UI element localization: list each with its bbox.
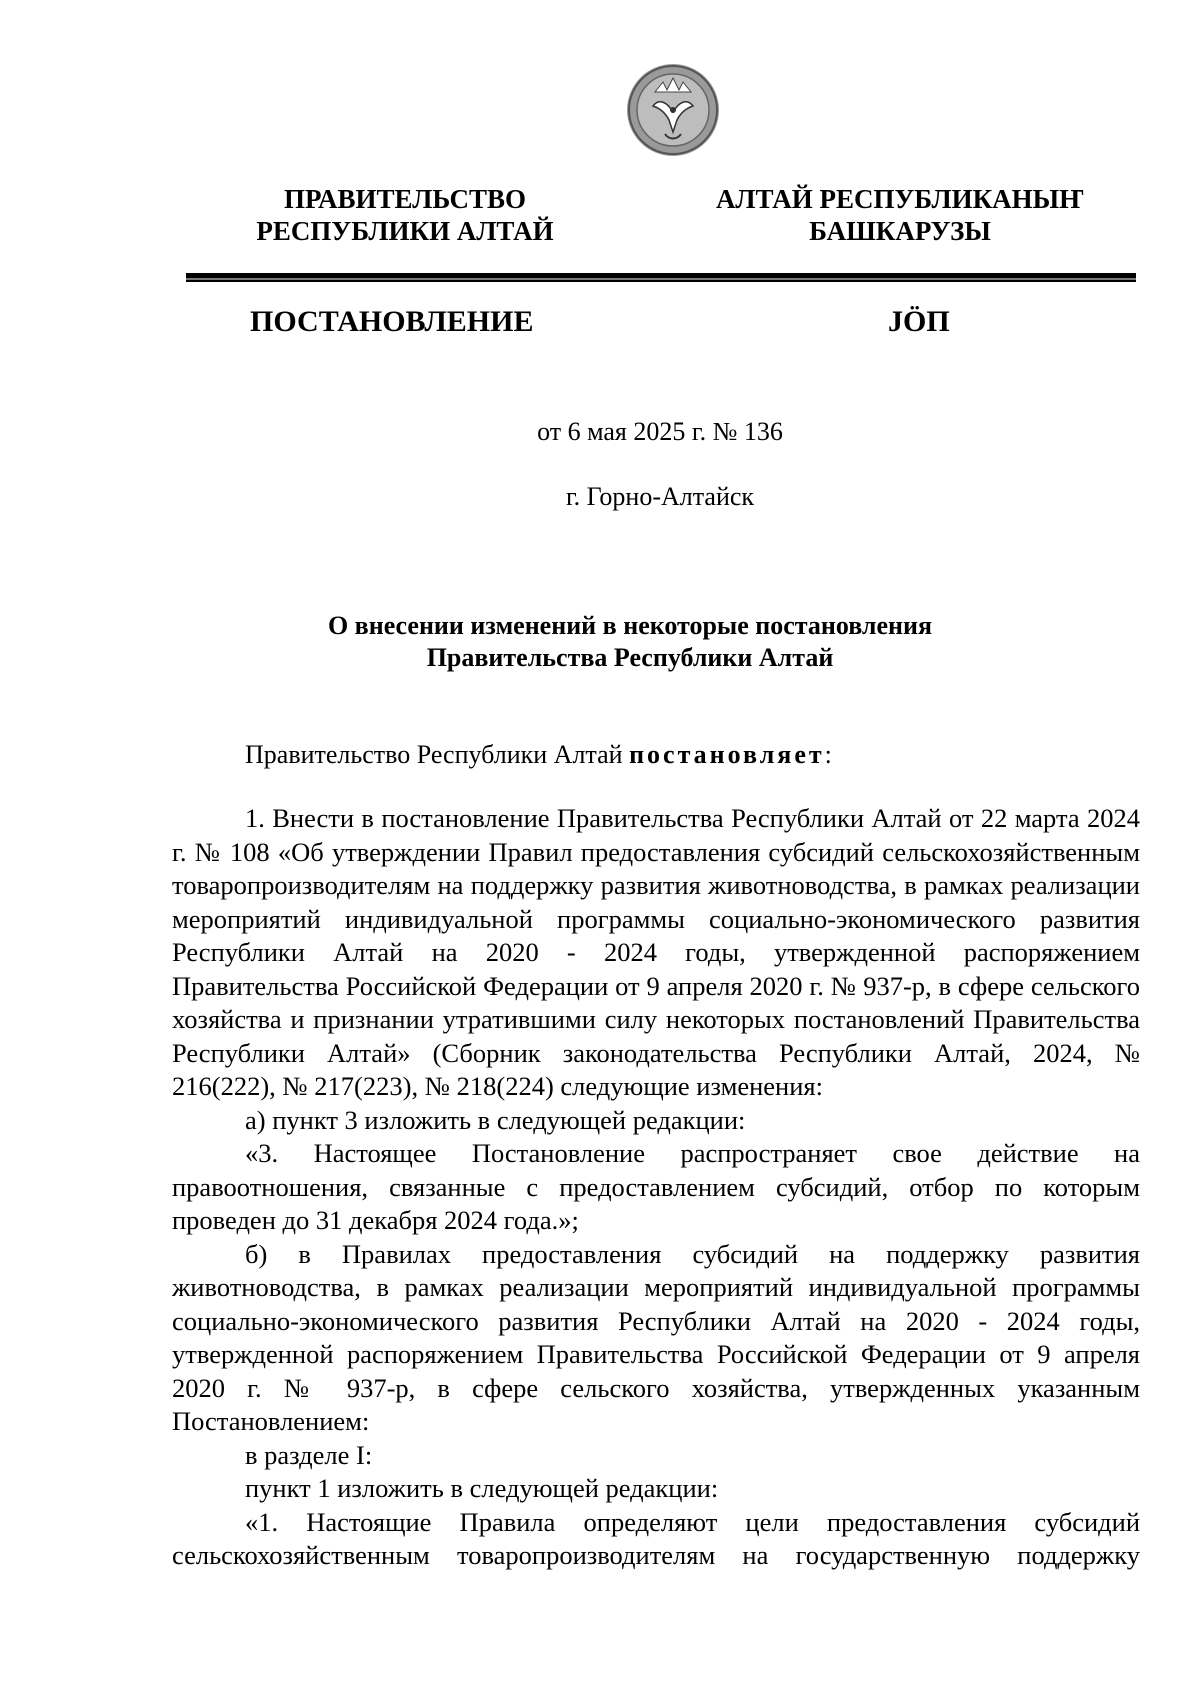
title-line: Правительства Республики Алтай <box>426 643 834 672</box>
issuer-line: АЛТАЙ РЕСПУБЛИКАНЫҤ <box>715 184 1085 214</box>
coat-of-arms-emblem <box>625 62 721 158</box>
preamble-verb: постановляет <box>629 740 825 769</box>
issuer-line: БАШКАРУЗЫ <box>809 216 991 246</box>
document-city: г. Горно-Алтайск <box>565 482 755 511</box>
document-body <box>172 802 1140 1573</box>
document-date-number: от 6 мая 2025 г. № 136 <box>537 417 783 446</box>
paragraph: «1. Настоящие Правила определяют цели предоставления субсидий сельскохозяйственным товаропроизводителям на государственную поддержку <box>172 1506 1140 1570</box>
paragraph: а) пункт 3 изложить в следующей редакции: <box>245 1104 746 1135</box>
preamble-colon: : <box>824 740 832 769</box>
paragraph: 1. Внести в постановление Правительства Республики Алтай от 22 марта 2024 г. № 108 «Об утверждении Правил предоставления субсидий сельскохозяйственным товаропроизводителям на поддержку развития животноводства, в рамках реализации мероприятий индивидуальной программы социально-экономического развития Республики Алтай на 2020 - 2024 годы, утвержденной распоряжением Правительства Российской Федерации от 9 апреля 2020 г. № 937-р, в сфере сельского хозяйства и признании утратившими силу некоторых постановлений Правительства Республики Алтай» (Сборник законодательства Республики Алтай, 2024, № 216(222), № 217(223), № 218(224) следующие изменения: <box>172 803 1140 1101</box>
issuer-name-russian <box>205 183 605 247</box>
title-line: О внесении изменений в некоторые постановления <box>327 611 933 640</box>
document-type-altai: JӦП <box>888 305 950 338</box>
paragraph: пункт 1 изложить в следующей редакции: <box>245 1473 719 1503</box>
preamble-text: Правительство Республики Алтай <box>245 740 630 769</box>
paragraph: в разделе I: <box>245 1439 373 1470</box>
document-type-russian: ПОСТАНОВЛЕНИЕ <box>250 305 534 338</box>
document-title <box>0 610 1200 674</box>
issuer-name-altai <box>710 183 1090 247</box>
issuer-line: ПРАВИТЕЛЬСТВО <box>283 184 527 214</box>
header-divider-thin <box>186 280 1136 282</box>
issuer-line: РЕСПУБЛИКИ АЛТАЙ <box>256 216 554 246</box>
paragraph: б) в Правилах предоставления субсидий на поддержку развития животноводства, в рамках реализации мероприятий индивидуальной программы социально-экономического развития Республики Алтай на 2020 - 2024 годы, утвержденной распоряжением Правительства Российской Федерации от 9 апреля 2020 г. № 937-р, в сфере сельского хозяйства, утвержденных указанным Постановлением: <box>172 1238 1140 1436</box>
paragraph: «3. Настоящее Постановление распространяет свое действие на правоотношения, связанные с предоставлением субсидий, отбор по которым проведен до 31 декабря 2024 года.»; <box>172 1138 1140 1235</box>
preamble <box>245 739 832 771</box>
